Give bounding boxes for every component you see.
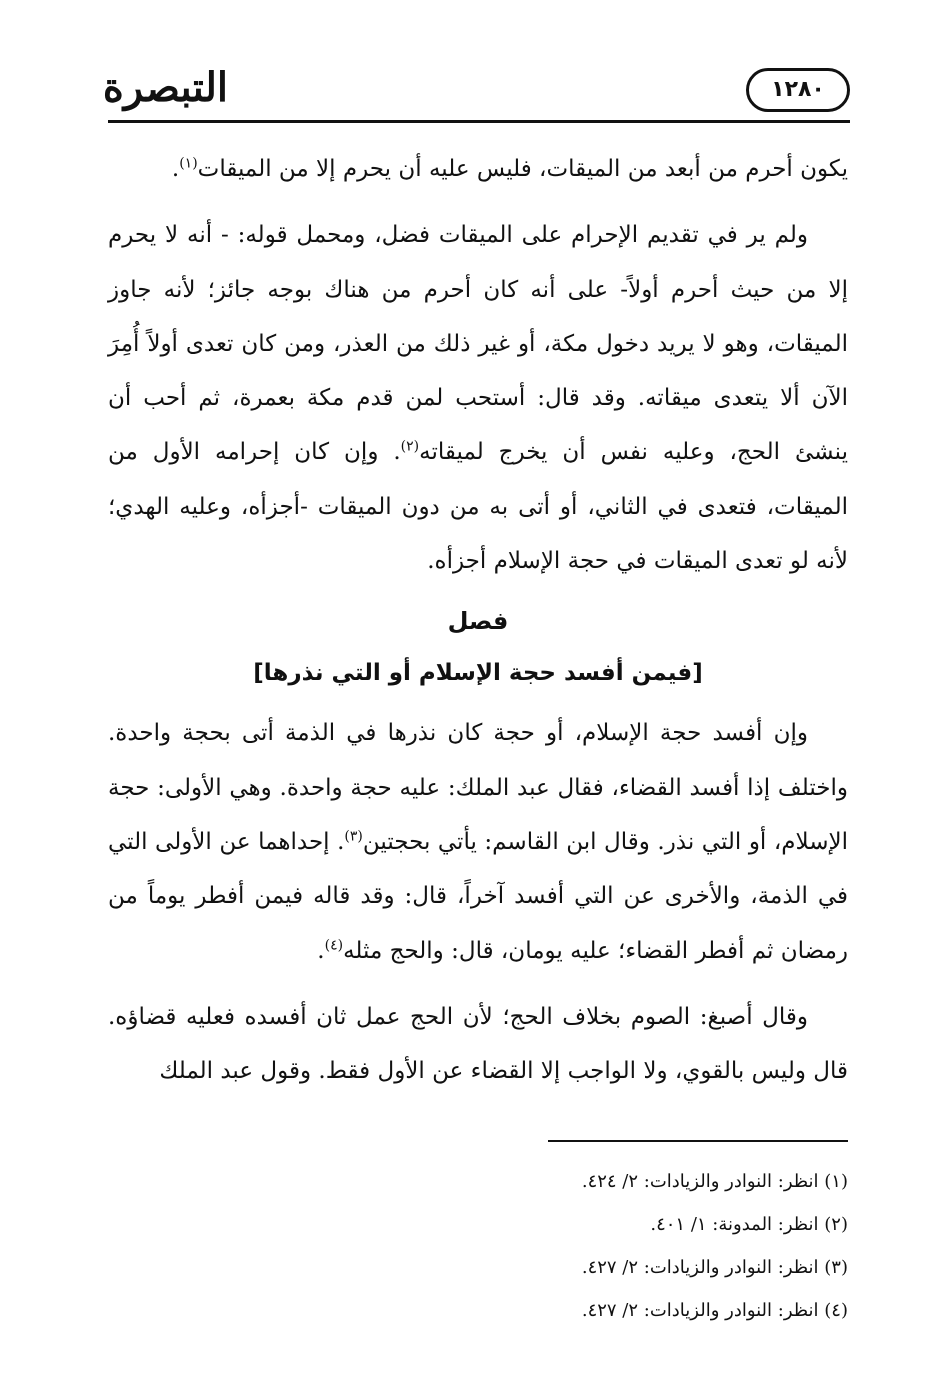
paragraph-1-text: يكون أحرم من أبعد من الميقات، فليس عليه أن يحرم إلا من الميقات [197, 156, 848, 182]
paragraph-2 [108, 208, 848, 588]
footnotes [248, 1160, 848, 1332]
paragraph-3-end: . [317, 937, 325, 964]
paragraph-2-text-b: . وإن كان إحرامه الأول من الميقات، فتعدى في الثاني، أو أتى به من دون الميقات -أجزأه، وعليه الهدي؛ لأنه لو تعدى الميقات في حجة الإسلام أجزأه. [108, 439, 848, 575]
footnote-2: (٢) انظر: المدونة: ١/ ٤٠١. [650, 1214, 848, 1235]
paragraph-1 [108, 142, 848, 196]
section-title: فصل [447, 607, 509, 636]
paragraph-3-text-a: وإن أفسد حجة الإسلام، أو حجة كان نذرها في الذمة أتى بحجة واحدة. واختلف إذا أفسد القضاء، فقال عبد الملك: عليه حجة واحدة. وهي الأولى: حجة الإسلام، أو التي نذر. وقال ابن القاسم: يأتي بحجتين [108, 720, 848, 855]
section-subtitle: [فيمن أفسد حجة الإسلام أو التي نذرها] [253, 660, 703, 687]
paragraph-2-text-a: ولم ير في تقديم الإحرام على الميقات فضل، ومحمل قوله: - أنه لا يحرم إلا من حيث أحرم أولاً- على أنه كان أحرم من هناك بوجه جائز؛ لأنه جاوز الميقات، وهو لا يريد دخول مكة، أو غير ذلك من العذر، ومن كان تعدى أولاً أُمِرَ الآن ألا يتعدى ميقاته. وقد قال: أستحب لمن قدم مكة بعمرة، ثم أحب أن ينشئ الحج، وعليه نفس أن يخرج لميقاته [108, 222, 848, 466]
footnote-4: (٤) انظر: النوادر والزيادات: ٢/ ٤٢٧. [581, 1300, 848, 1321]
paragraph-3-text-b: . إحداهما عن الأولى التي في الذمة، والأخرى عن التي أفسد آخراً، قال: وقد قاله فيمن أفطر يوماً من رمضان ثم أفطر القضاء؛ عليه يومان، قال: والحج مثله [108, 828, 848, 964]
footnote-separator [548, 1140, 848, 1142]
footnote-ref-1: (١) [179, 155, 198, 172]
paragraph-3 [108, 706, 848, 977]
book-title: التبصرة [102, 64, 228, 111]
page-number: ١٢٨٠ [746, 68, 850, 112]
main-text [108, 142, 848, 1098]
page-header [102, 58, 850, 126]
header-rule [108, 120, 850, 123]
footnote-1: (١) انظر: النوادر والزيادات: ٢/ ٤٢٤. [581, 1171, 848, 1192]
footnote-ref-2: (٢) [400, 438, 420, 455]
footnote-ref-4: (٤) [324, 936, 344, 953]
footnote-ref-3: (٣) [344, 828, 363, 845]
footnote-3: (٣) انظر: النوادر والزيادات: ٢/ ٤٢٧. [581, 1257, 848, 1278]
paragraph-1-end: . [171, 156, 180, 182]
paragraph-4: وقال أصبغ: الصوم بخلاف الحج؛ لأن الحج عمل ثان أفسده فعليه قضاؤه. قال وليس بالقوي، ولا الواجب إلا القضاء عن الأول فقط. وقول عبد الملك [108, 1003, 848, 1085]
